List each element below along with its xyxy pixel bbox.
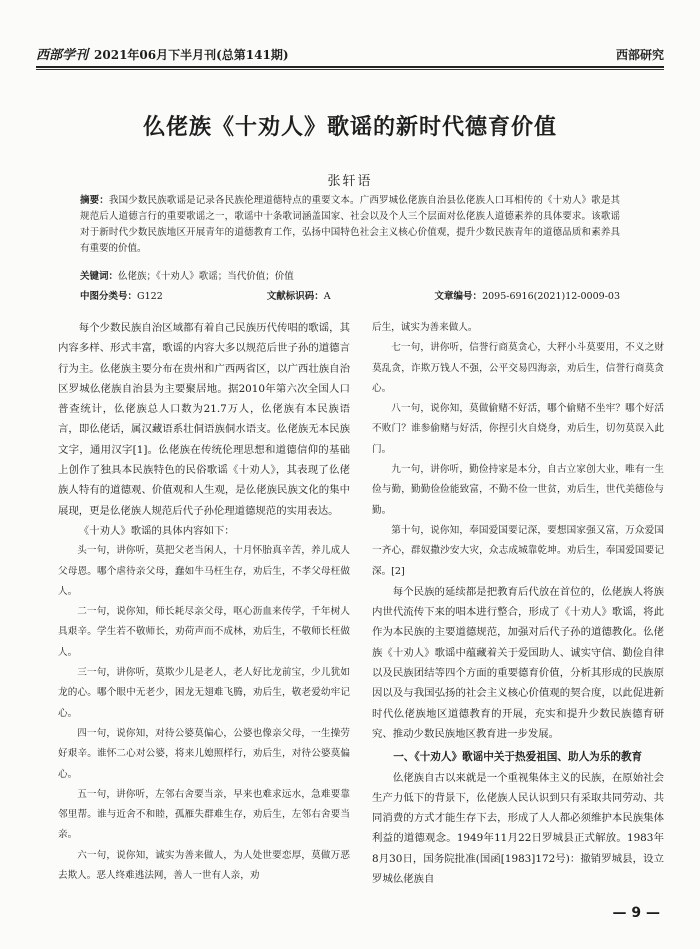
keywords (80, 268, 620, 282)
article-id (435, 288, 620, 302)
page-number: — 9 — (612, 905, 660, 921)
clc-code (80, 288, 163, 302)
right-column (372, 318, 664, 889)
doc-value: A (323, 291, 331, 302)
article-meta (80, 288, 620, 302)
song-verse: 五一句，讲你听，左邻右舍要当亲，早来也难求远水，急难要靠邻里帮。谁与近舍不和睦，孤雁失群难生存，劝后生，左邻右舍要当亲。 (58, 788, 350, 841)
left-column (58, 318, 350, 886)
clc-value: G122 (137, 291, 163, 302)
header-left (36, 44, 289, 66)
song-verse: 四一句，说你知，对待公婆莫偏心，公婆也像亲父母，一生操劳好艰辛。谁怀二心对公婆，将来儿媳照样行，劝后生，对待公婆莫偏心。 (58, 727, 350, 780)
clc-label: 中图分类号： (80, 291, 138, 302)
journal-name: 西部学刊 (36, 48, 89, 63)
doc-code (267, 288, 331, 302)
song-verse: 三一句，讲你听，莫欺少儿是老人，老人好比龙前宝，少儿犹如龙的心。哪个眼中无老少，困龙无翅难飞腾，劝后生，敬老爱幼牢记心。 (58, 667, 350, 719)
issue-info: 2021年06月下半月刊(总第141期) (94, 48, 289, 62)
article-title: 仫佬族《十劝人》歌谣的新时代德育价值 (142, 114, 557, 140)
header-rule (36, 69, 664, 70)
song-verse: 后生，诚实为善来做人。 (372, 322, 478, 333)
song-verse: 二一句，说你知，师长耗尽亲父母，呕心沥血来传学，千年树人具艰辛。学生若不敬师长，劝荷声而不成林，劝后生，不敬师长枉做人。 (58, 606, 350, 658)
song-verse: 九一句，讲你听，勤俭持家是本分，自古立家创大业，唯有一生俭与勤，勤勤俭俭能致富，不勤不俭一世贫，劝后生，世代美德俭与勤。 (372, 464, 664, 516)
section-name: 西部研究 (615, 48, 664, 62)
section-heading: 一、《十劝人》歌谣中关于热爱祖国、助人为乐的教育 (393, 751, 643, 764)
doc-label: 文献标识码： (266, 291, 324, 302)
abstract-text: 我国少数民族歌谣是记录各民族伦理道德特点的重要文本。广西罗城仫佬族自治县仫佬族人口耳相传的《十劝人》歌是其规范后人道德言行的重要歌谣之一，歌谣中十条歌词涵盖国家、社会以及个人三个层面对仫佬族人道德素养的具体要求。该歌谣对于新时代少数民族地区开展青年的道德教育工作，弘扬中国特色社会主义核心价值观，提升少数民族青年的道德品质和素养具有重要的价值。 (80, 195, 620, 254)
song-verse: 八一句，说你知，莫做偷赌不好活，哪个偷赌不坐牢？哪个好活不败门？谁参偷赌与好活，你捏引火自烧身，劝后生，切勿莫误入此门。 (372, 403, 664, 455)
running-header (36, 40, 664, 68)
paragraph: 每个少数民族自治区域都有着自己民族历代传唱的歌谣，其内容多样、形式丰富，歌谣的内容大多以规范后世子孙的道德言行为主。仫佬族主要分布在贵州和广西两省区，以广西壮族自治区罗城仫佬族自治县为主要聚居地。据2010年第六次全国人口普查统计，仫佬族总人口数为21.7万人，仫佬族有本民族语言，即仫佬话，属汉藏语系壮侗语族侗水语支。仫佬族无本民族文字，通用汉字[1]。仫佬族在传统伦理思想和道德信仰的基础上创作了独具本民族特色的民俗歌谣《十劝人》，其表现了仫佬族人特有的道德观、价值观和人生观，是仫佬族民族文化的集中展现，更是仫佬族人规范后代子孙伦理道德规范的实用表达。 (58, 322, 350, 517)
song-verse: 七一句，讲你听，信誉行商莫贪心，大秤小斗莫要用，不义之财莫乱贪，诈欺万钱人不强，公平交易四海亲，劝后生，信誉行商莫贪心。 (372, 342, 664, 394)
author: 张轩语 (327, 174, 373, 189)
song-verse: 第十句，说你知，奉国爱国要记深，要想国家强又富，万众爱国一齐心，群奴撒沙安大灾，众志成城靠乾坤。劝后生，奉国爱国要记深。[2] (372, 524, 664, 577)
keywords-label: 关键词： (80, 271, 119, 282)
song-verse: 六一句，说你知，诚实为善来做人，为人处世要恋厚，莫做万恶去欺人。恶人终难逃法网，善人一世有人亲，劝 (58, 849, 350, 882)
keywords-text: 仫佬族；《十劝人》歌谣；当代价值；价值 (118, 271, 294, 282)
id-label: 文章编号： (434, 291, 483, 302)
abstract (80, 193, 620, 257)
song-verse: 头一句，讲你听，莫把父老当闲人，十月怀胎真辛苦，养儿成人父母恩。哪个虐待亲父母，蠢如牛马枉生存，劝后生，不孝父母枉做人。 (58, 545, 350, 597)
abstract-label: 摘要： (80, 195, 109, 206)
id-value: 2095-6916(2021)12-0009-03 (482, 291, 620, 302)
paragraph: 《十劝人》歌谣的具体内容如下： (78, 524, 235, 537)
paragraph: 仫佬族自古以来就是一个重视集体主义的民族，在原始社会生产力低下的背景下，仫佬族人民认识到只有采取共同劳动、共同消费的方式才能生存下去，形成了人人都必须维护本民族集体利益的道德观念。1949年11月22日罗城县正式解放。1983年8月30日，国务院批准(国函[1983]172号)：撤销罗城县，设立罗城仫佬族自 (372, 771, 664, 886)
paragraph: 每个民族的延续都是把教育后代放在首位的，仫佬族人将族内世代流传下来的唱本进行整合，形成了《十劝人》歌谣，将此作为本民族的主要道德规范，加强对后代子孙的道德教化。仫佬族《十劝人》歌谣中蕴藏着关于爱国助人、诚实守信、勤俭自律以及民族团结等四个方面的重要德育价值，分析其形成的民族原因以及与我国弘扬的社会主义核心价值观的契合度，以此促进新时代仫佬族地区道德教育的开展，充实和提升少数民族德育研究、推动少数民族地区教育进一步发展。 (372, 585, 664, 740)
